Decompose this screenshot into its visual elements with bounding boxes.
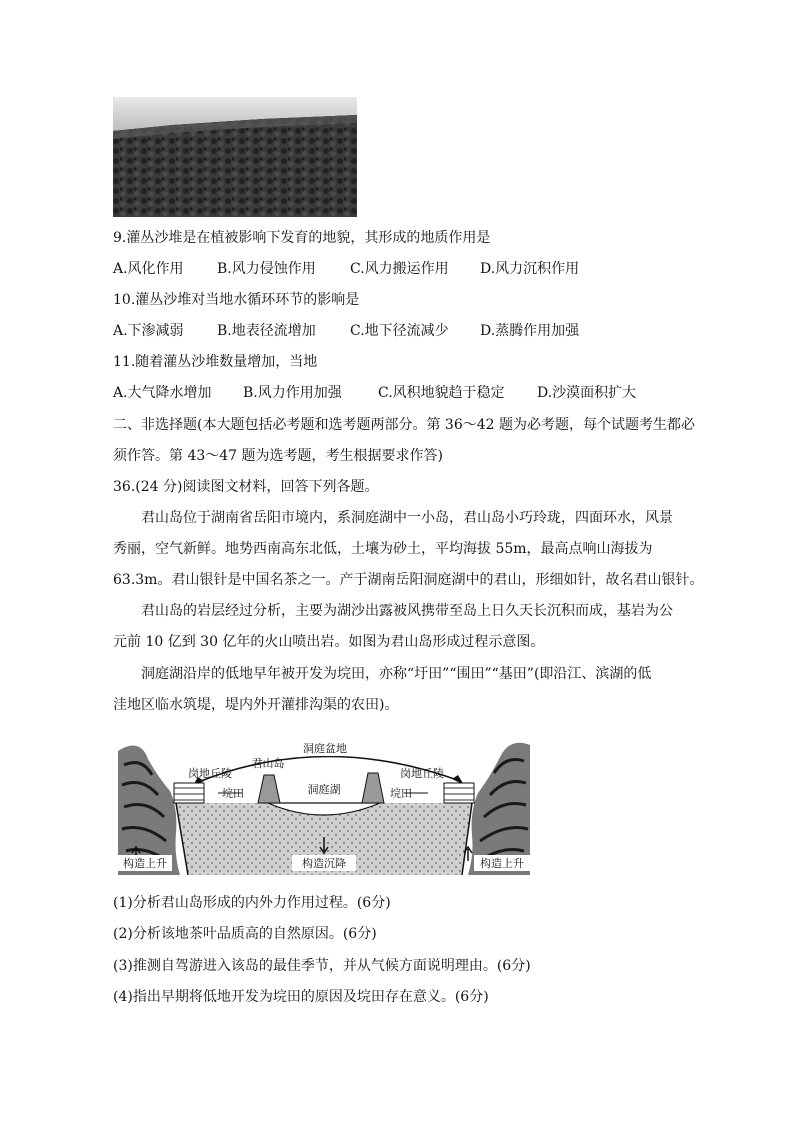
shrub-dune-photo (113, 97, 357, 217)
q36-para2-line1: 君山岛的岩层经过分析，主要为湖沙出露被风携带至岛上日久天长沉积而成，基岩为公 (141, 603, 673, 619)
q36-para1-line1: 君山岛位于湖南省岳阳市境内，系洞庭湖中一小岛，君山岛小巧玲珑，四面环水，风景 (141, 510, 673, 526)
label-uplift-left: 构造上升 (123, 857, 167, 870)
q9-option-b: B.风力侵蚀作用 (217, 261, 316, 277)
q36-para1-line3: 63.3m。君山银针是中国名茶之一。产于湖南岳阳洞庭湖中的君山，形细如针，故名君山银针。 (113, 572, 704, 588)
q10-option-c: C.地下径流减少 (350, 323, 449, 339)
q36-stem: 36.(24 分)阅读图文材料，回答下列各题。 (113, 479, 379, 495)
label-uplift-right: 构造上升 (480, 857, 524, 870)
section2-line2: 须作答。第 43～47 题为选考题，考生根据要求作答) (113, 448, 443, 464)
q9-option-d: D.风力沉积作用 (480, 261, 580, 277)
label-field-left: 垸田 (222, 787, 244, 800)
q10-option-a: A.下渗减弱 (113, 323, 184, 339)
q11-option-a: A.大气降水增加 (113, 385, 212, 401)
q11-stem: 11.随着灌丛沙堆数量增加，当地 (113, 354, 318, 370)
q36-sub2: (2)分析该地茶叶品质高的自然原因。(6分) (113, 926, 377, 942)
label-field-right: 垸田 (390, 787, 412, 800)
q9-option-a: A.风化作用 (113, 261, 184, 277)
label-basin: 洞庭盆地 (303, 742, 347, 755)
q36-para2-line2: 元前 10 亿到 30 亿年的火山喷出岩。如图为君山岛形成过程示意图。 (113, 634, 545, 650)
q36-para3-line1: 洞庭湖沿岸的低地早年被开发为垸田，亦称“圩田”“围田”“基田”(即沿江、滨湖的低 (141, 666, 652, 682)
section2-line1: 二、非选择题(本大题包括必考题和选考题两部分。第 36～42 题为必考题，每个试题考生都必 (113, 417, 695, 433)
q10-stem: 10.灌丛沙堆对当地水循环环节的影响是 (113, 292, 360, 308)
junshan-formation-diagram (118, 737, 530, 875)
label-hill-right: 岗地丘陵 (400, 767, 444, 780)
q11-option-d: D.沙漠面积扩大 (537, 385, 637, 401)
q36-para3-line2: 洼地区临水筑堤，堤内外开灌排沟渠的农田)。 (113, 697, 399, 713)
shrub-dune-photo-graphic (113, 97, 357, 217)
label-lake: 洞庭湖 (307, 783, 341, 796)
label-hill-left: 岗地丘陵 (188, 767, 232, 780)
q11-option-c: C.风积地貌趋于稳定 (378, 385, 505, 401)
q36-sub4: (4)指出早期将低地开发为垸田的原因及垸田存在意义。(6分) (113, 989, 489, 1005)
label-subsidence: 构造沉降 (302, 857, 346, 870)
q36-sub3: (3)推测自驾游进入该岛的最佳季节，并从气候方面说明理由。(6分) (113, 958, 531, 974)
q10-option-d: D.蒸腾作用加强 (480, 323, 580, 339)
q9-stem: 9.灌丛沙堆是在植被影响下发育的地貌，其形成的地质作用是 (113, 230, 491, 246)
q11-option-b: B.风力作用加强 (243, 385, 342, 401)
q10-option-b: B.地表径流增加 (217, 323, 316, 339)
q36-para1-line2: 秀丽，空气新鲜。地势西南高东北低，土壤为砂土，平均海拔 55m，最高点响山海拔为 (113, 541, 653, 557)
q36-sub1: (1)分析君山岛形成的内外力作用过程。(6分) (113, 895, 391, 911)
label-island: 君山岛 (251, 757, 285, 770)
q9-option-c: C.风力搬运作用 (350, 261, 449, 277)
